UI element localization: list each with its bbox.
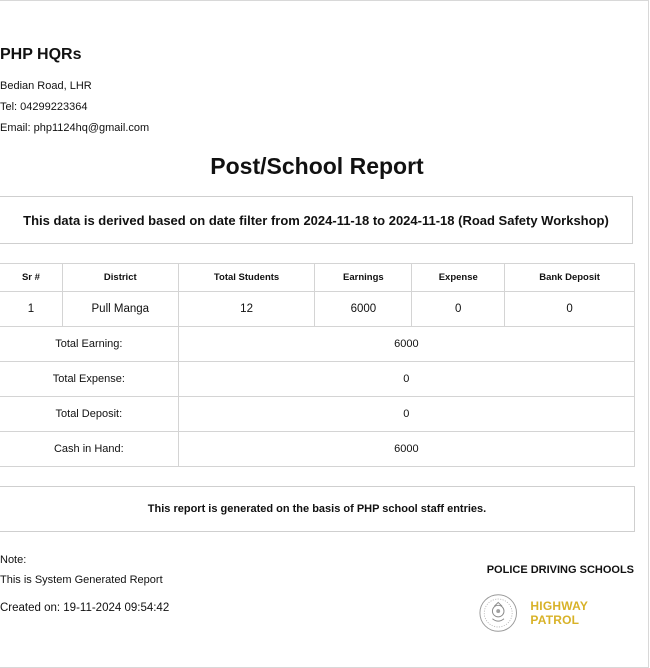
org-email: Email: php1124hq@gmail.com: [0, 122, 150, 134]
cell-bank-deposit: 0: [505, 292, 635, 327]
summary-value: 0: [178, 362, 634, 397]
report-title: Post/School Report: [210, 153, 424, 179]
summary-value: 6000: [178, 432, 634, 467]
summary-label: Cash in Hand:: [0, 432, 178, 467]
header-expense: Expense: [412, 264, 505, 292]
cell-total-students: 12: [178, 292, 315, 327]
date-filter-text: This data is derived based on date filter from 2024-11-18 to 2024-11-18 (Road Safety Workshop): [23, 212, 609, 228]
summary-label: Total Deposit:: [0, 397, 178, 432]
highway-patrol-logo: [478, 591, 636, 635]
table-row: [0, 292, 635, 327]
summary-row-total-earning: [0, 327, 635, 362]
basis-text: This report is generated on the basis of PHP school staff entries.: [147, 503, 487, 515]
header-sr: Sr #: [0, 264, 62, 292]
summary-row-cash-in-hand: [0, 432, 635, 467]
org-tel: Tel: 04299223364: [0, 101, 88, 113]
note-text: This is System Generated Report: [0, 574, 163, 586]
date-filter-box: [0, 196, 633, 244]
header-bank-deposit: Bank Deposit: [505, 264, 635, 292]
header-earnings: Earnings: [315, 264, 412, 292]
summary-value: 0: [178, 397, 634, 432]
police-driving-schools-label: POLICE DRIVING SCHOOLS: [486, 564, 634, 576]
header-district: District: [62, 264, 178, 292]
highway-patrol-seal-icon: [478, 592, 518, 634]
cell-district: Pull Manga: [62, 292, 178, 327]
table-header-row: [0, 264, 635, 292]
created-on: Created on: 19-11-2024 09:54:42: [0, 602, 170, 614]
summary-label: Total Earning:: [0, 327, 178, 362]
header-total-students: Total Students: [178, 264, 315, 292]
summary-value: 6000: [178, 327, 634, 362]
report-table: [0, 263, 635, 467]
cell-expense: 0: [412, 292, 505, 327]
cell-earnings: 6000: [315, 292, 412, 327]
summary-label: Total Expense:: [0, 362, 178, 397]
summary-row-total-expense: [0, 362, 635, 397]
summary-row-total-deposit: [0, 397, 635, 432]
org-address: Bedian Road, LHR: [0, 80, 92, 92]
note-label: Note:: [0, 554, 27, 566]
highway-patrol-text: HIGHWAY PATROL: [530, 599, 588, 627]
org-name: PHP HQRs: [0, 46, 82, 63]
basis-box: [0, 486, 635, 532]
cell-sr: 1: [0, 292, 62, 327]
